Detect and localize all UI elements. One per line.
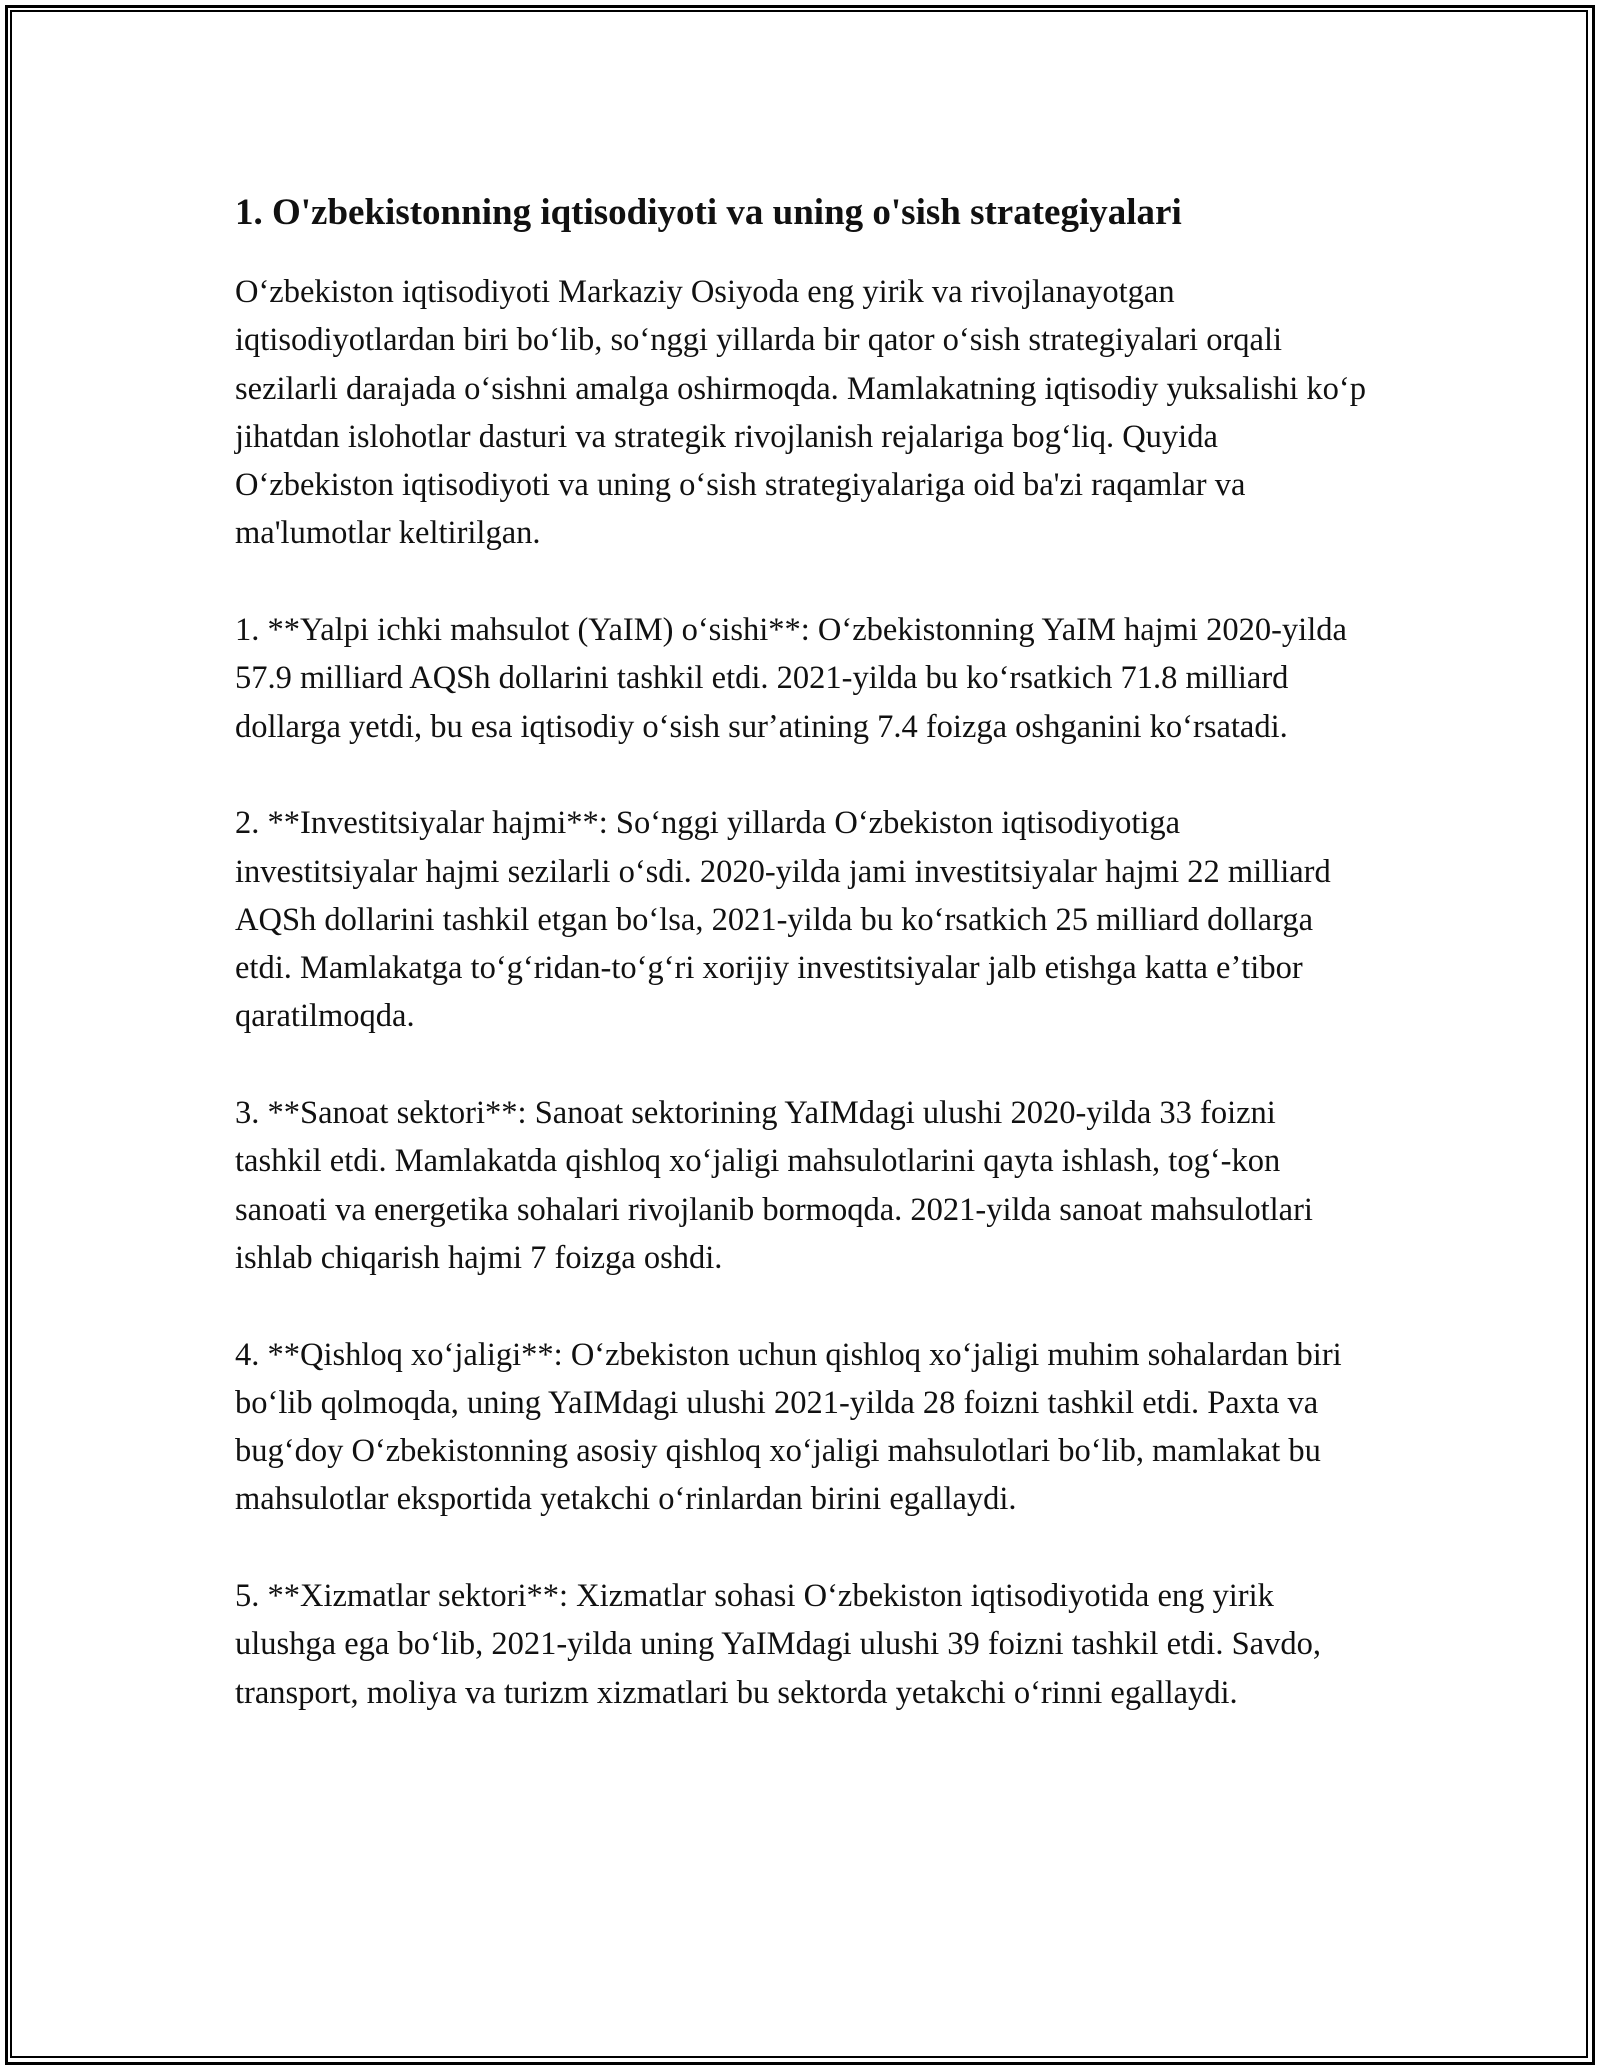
- paragraph-industry-sector: 3. **Sanoat sektori**: Sanoat sektorining YaIMdagi ulushi 2020-yilda 33 foizni tashkil etdi. Mamlakatda qishloq xoʻjaligi mahsulotlarini qayta ishlash, togʻ-kon sanoati va energetika sohalari rivojlanib bormoqda. 2021-yilda sanoat mahsulotlari ishlab chiqarish hajmi 7 foizga oshdi.: [235, 1095, 1313, 1276]
- document-body: [235, 186, 1370, 1717]
- intro-paragraph: Oʻzbekiston iqtisodiyoti Markaziy Osiyoda eng yirik va rivojlanayotgan iqtisodiyotlardan biri boʻlib, soʻnggi yillarda bir qator oʻsish strategiyalari orqali sezilarli darajada oʻsishni amalga oshirmoqda. Mamlakatning iqtisodiy yuksalishi koʻp jihatdan islohotlar dasturi va strategik rivojlanish rejalariga bogʻliq. Quyida Oʻzbekiston iqtisodiyoti va uning oʻsish strategiyalariga oid ba'zi raqamlar va ma'lumotlar keltirilgan.: [235, 274, 1366, 552]
- section-heading: 1. O'zbekistonning iqtisodiyoti va uning o'sish strategiyalari: [235, 192, 1182, 233]
- paragraph-agriculture: 4. **Qishloq xoʻjaligi**: Oʻzbekiston uchun qishloq xoʻjaligi muhim sohalardan biri boʻlib qolmoqda, uning YaIMdagi ulushi 2021-yilda 28 foizni tashkil etdi. Paxta va bugʻdoy Oʻzbekistonning asosiy qishloq xoʻjaligi mahsulotlari boʻlib, mamlakat bu mahsulotlar eksportida yetakchi oʻrinlardan birini egallaydi.: [235, 1336, 1342, 1518]
- paragraph-gdp-growth: 1. **Yalpi ichki mahsulot (YaIM) oʻsishi**: Oʻzbekistonning YaIM hajmi 2020-yilda 57.9 milliard AQSh dollarini tashkil etdi. 2021-yilda bu koʻrsatkich 71.8 milliard dollarga yetdi, bu esa iqtisodiy oʻsish surʼatining 7.4 foizga oshganini koʻrsatadi.: [235, 612, 1347, 745]
- paragraph-investments: 2. **Investitsiyalar hajmi**: Soʻnggi yillarda Oʻzbekiston iqtisodiyotiga investitsiyalar hajmi sezilarli oʻsdi. 2020-yilda jami investitsiyalar hajmi 22 milliard AQSh dollarini tashkil etgan boʻlsa, 2021-yilda bu koʻrsatkich 25 milliard dollarga etdi. Mamlakatga toʻgʻridan-toʻgʻri xorijiy investitsiyalar jalb etishga katta eʼtibor qaratilmoqda.: [235, 805, 1331, 1035]
- paragraph-services-sector: 5. **Xizmatlar sektori**: Xizmatlar sohasi Oʻzbekiston iqtisodiyotida eng yirik ulushga ega boʻlib, 2021-yilda uning YaIMdagi ulushi 39 foizni tashkil etdi. Savdo, transport, moliya va turizm xizmatlari bu sektorda yetakchi oʻrinni egallaydi.: [235, 1578, 1321, 1711]
